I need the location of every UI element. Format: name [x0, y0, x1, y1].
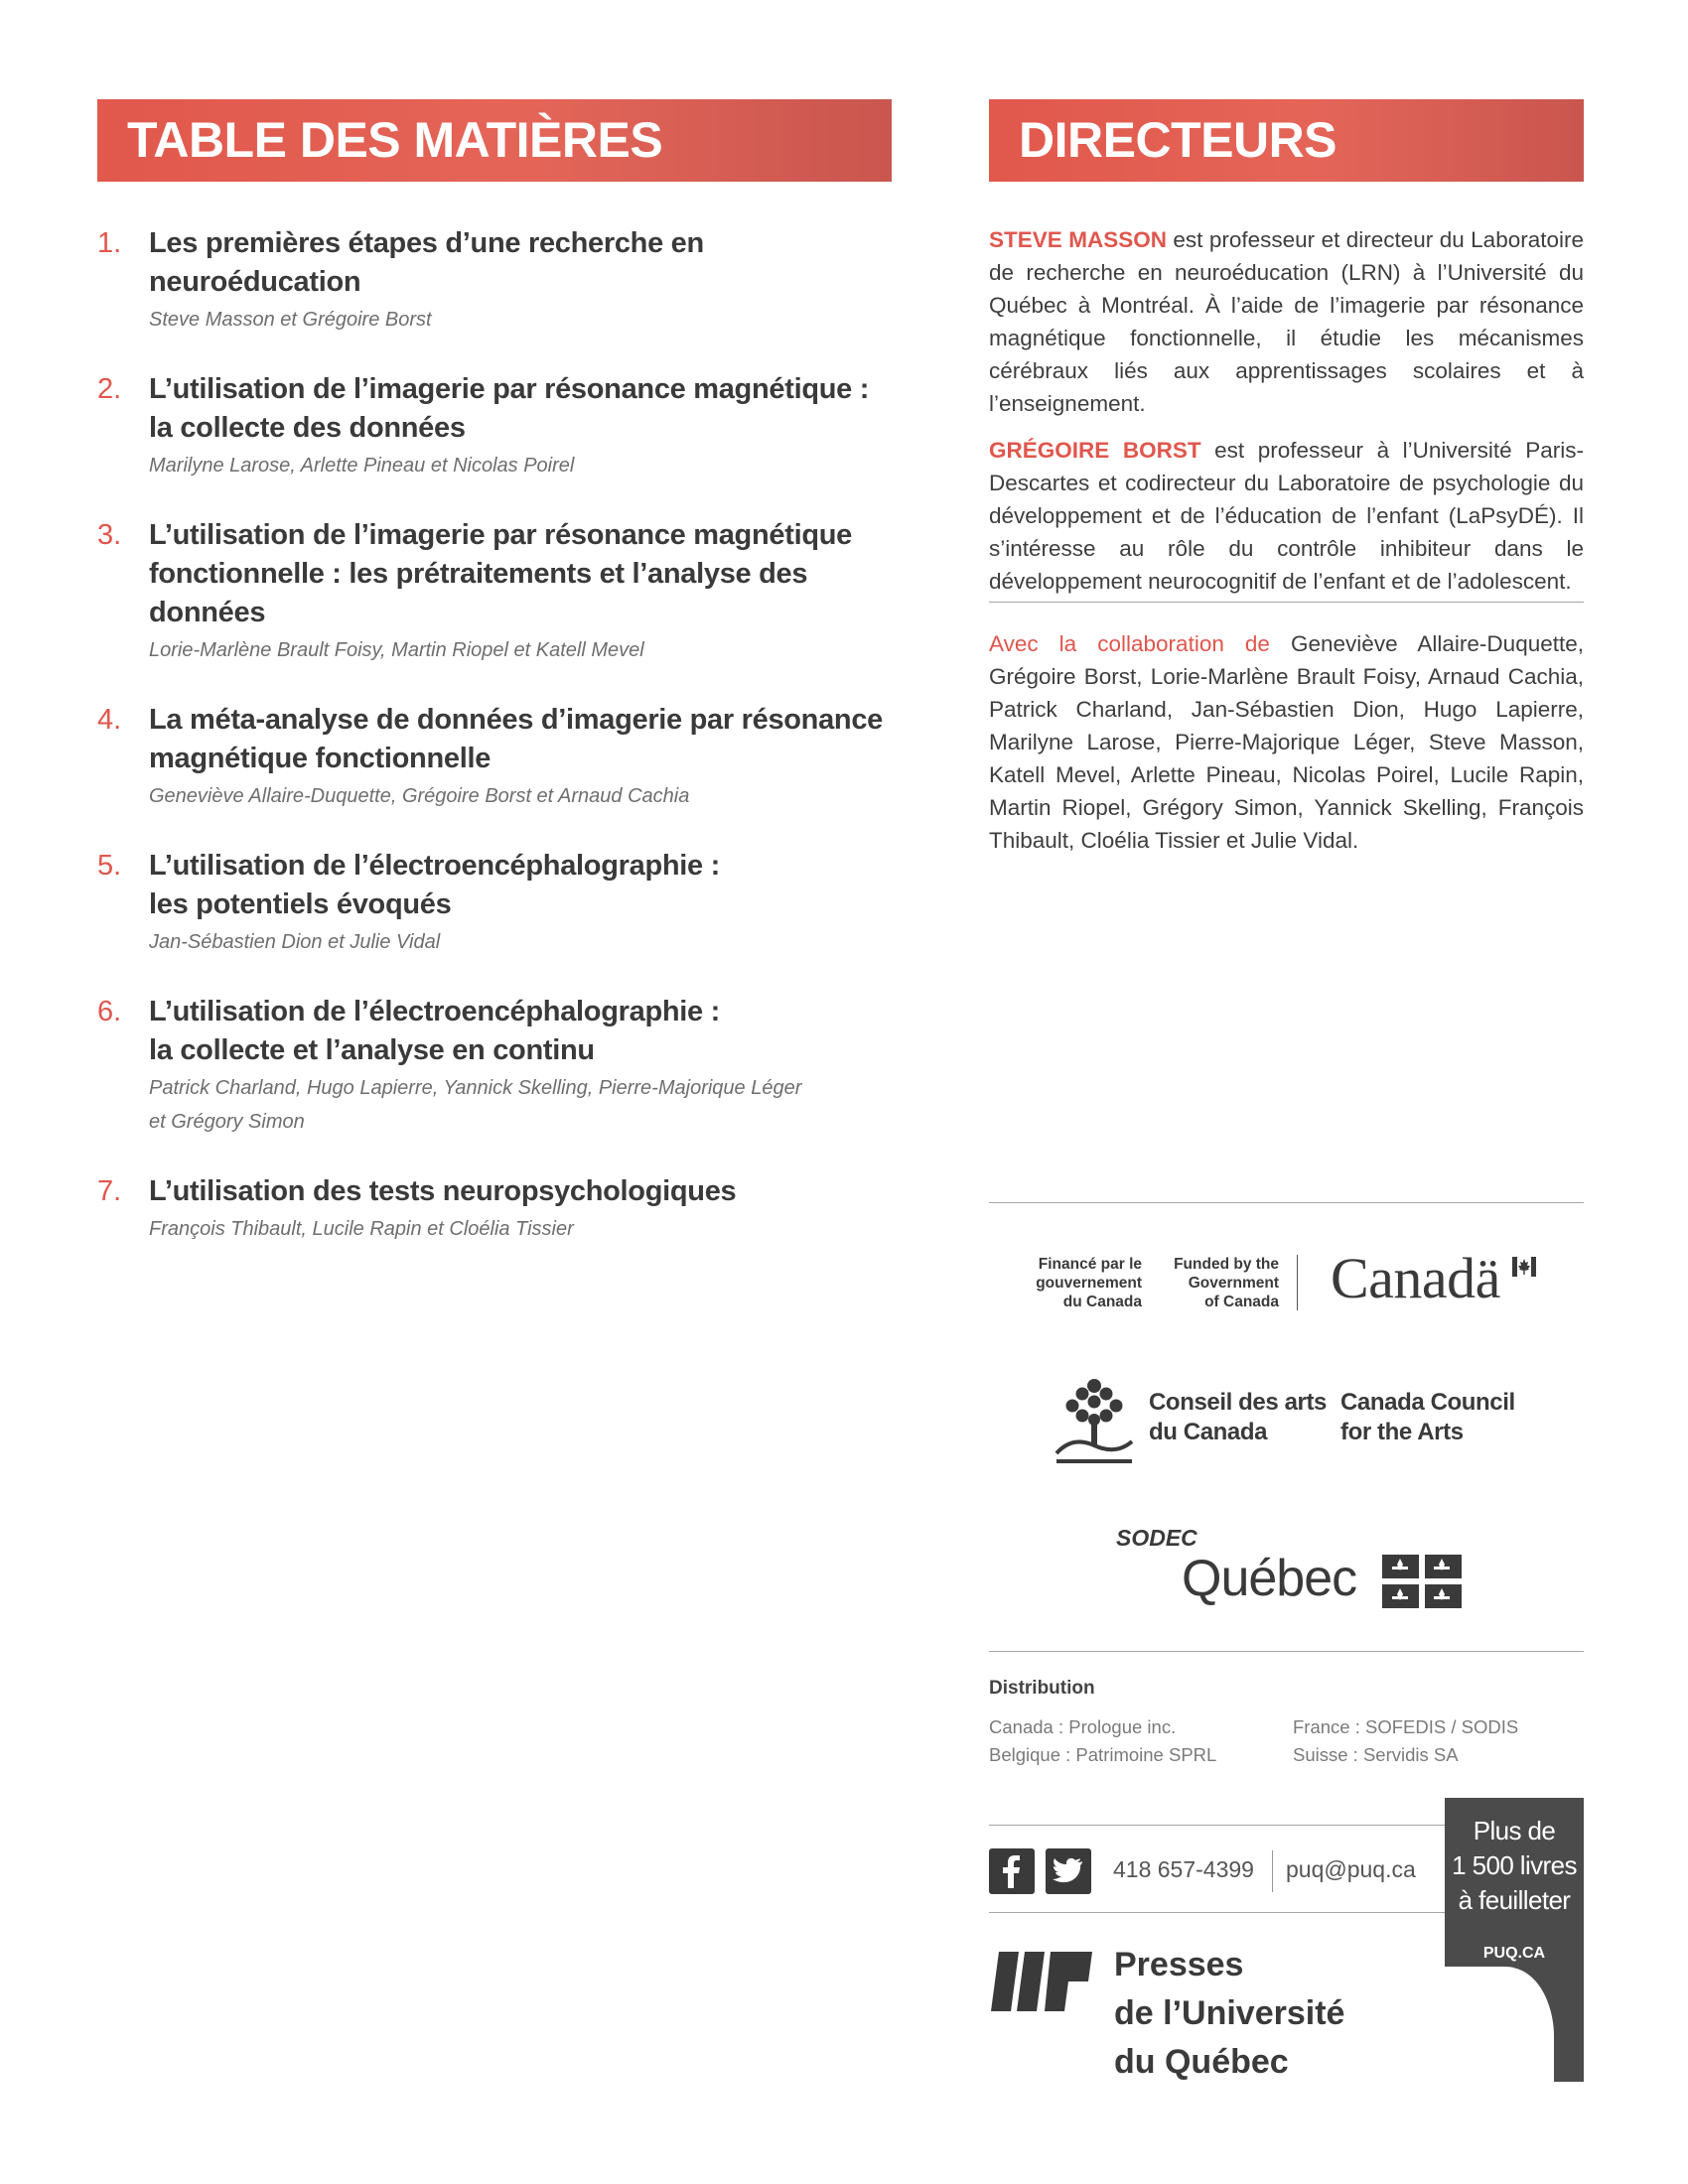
- chapter-title: L’utilisation de l’imagerie par résonance magnétique :: [149, 373, 870, 405]
- divider: [989, 1651, 1584, 1652]
- divider: [989, 1912, 1445, 1913]
- chapter-title: les potentiels évoqués: [149, 888, 452, 920]
- twitter-icon[interactable]: [1046, 1848, 1091, 1894]
- canada-fr-line: du Canada: [1062, 1294, 1142, 1310]
- chapter-title: L’utilisation de l’imagerie par résonance magnétique: [149, 519, 852, 551]
- bio-borst: [989, 434, 1584, 598]
- toc-item: [97, 516, 912, 667]
- conseil-fr-text: [1149, 1388, 1327, 1447]
- toc-list: [97, 224, 912, 1280]
- email-link[interactable]: puq@puq.ca: [1286, 1856, 1416, 1882]
- promo-text: [1445, 1814, 1584, 1918]
- chapter-title: fonctionnelle : les prétraitements et l’analyse des données: [149, 558, 808, 628]
- quebec-wordmark: Québec: [1182, 1550, 1357, 1607]
- toc-body: [149, 224, 912, 337]
- distribution-entry: Belgique : Patrimoine SPRL: [989, 1744, 1217, 1765]
- toc-body: [149, 993, 912, 1139]
- phone-number: 418 657-4399: [1113, 1856, 1254, 1882]
- puq-logo-icon: [989, 1952, 1092, 2011]
- publisher-line: de l’Université: [1114, 1994, 1345, 2032]
- conseil-en-text: [1340, 1388, 1515, 1447]
- chapter-title: L’utilisation de l’électroencéphalographie :: [149, 850, 720, 882]
- toc-body: [149, 847, 912, 959]
- collaboration: [989, 627, 1584, 871]
- conseil-fr-line: du Canada: [1149, 1419, 1268, 1445]
- chapter-title: L’utilisation de l’électroencéphalographie :: [149, 996, 720, 1027]
- promo-panel[interactable]: [1445, 1798, 1584, 2082]
- toc-number: 6.: [97, 996, 122, 1027]
- chapter-authors-line: Lorie-Marlène Brault Foisy, Martin Riopel et Katell Mevel: [149, 639, 644, 661]
- chapter-authors-line: Jan-Sébastien Dion et Julie Vidal: [149, 931, 441, 953]
- chapter-authors: [149, 779, 912, 813]
- chapter-title: la collecte et l’analyse en continu: [149, 1034, 595, 1066]
- chapter-title: L’utilisation des tests neuropsychologiques: [149, 1175, 737, 1207]
- publisher-name: [1114, 1941, 1344, 2087]
- sodec-wordmark: SODEC: [1116, 1525, 1197, 1551]
- page-curl-icon: [1445, 1967, 1584, 2082]
- conseil-en-line: for the Arts: [1340, 1419, 1464, 1445]
- chapter-authors-line: et Grégory Simon: [149, 1111, 305, 1133]
- toc-item: [97, 1172, 912, 1246]
- toc-number: 1.: [97, 227, 122, 259]
- toc-item: [97, 847, 912, 959]
- chapter-authors: [149, 633, 912, 667]
- promo-line: 1 500 livres: [1452, 1850, 1577, 1880]
- promo-line: à feuilleter: [1458, 1885, 1571, 1915]
- directeurs-bios: [989, 223, 1584, 612]
- chapter-authors: [149, 1212, 912, 1246]
- bio-name: GRÉGOIRE BORST: [989, 438, 1201, 463]
- toc-body: [149, 516, 912, 667]
- distribution-title: Distribution: [989, 1678, 1095, 1699]
- chapter-title: Les premières étapes d’une recherche en neuroéducation: [149, 227, 704, 298]
- promo-line: Plus de: [1473, 1816, 1556, 1845]
- chapter-authors: [149, 303, 912, 337]
- directeurs-heading: DIRECTEURS: [989, 99, 1584, 182]
- toc-body: [149, 701, 912, 813]
- chapter-title: magnétique fonctionnelle: [149, 743, 492, 774]
- promo-url[interactable]: PUQ.CA: [1482, 1945, 1546, 1962]
- collab-label: Avec la collaboration de: [989, 631, 1270, 656]
- toc-number: 2.: [97, 373, 122, 405]
- toc-number: 7.: [97, 1175, 122, 1207]
- canada-fr-text: [1018, 1255, 1142, 1311]
- canada-en-line: Government: [1188, 1275, 1279, 1292]
- toc-number: 5.: [97, 850, 122, 882]
- chapter-title: La méta-analyse de données d’imagerie par résonance: [149, 704, 883, 736]
- canada-en-text: [1152, 1255, 1279, 1311]
- bio-name: STEVE MASSON: [989, 227, 1167, 252]
- chapter-authors: [149, 925, 912, 959]
- chapter-title: la collecte des données: [149, 412, 466, 444]
- toc-item: [97, 993, 912, 1139]
- divider: [989, 1202, 1584, 1203]
- publisher-line: du Québec: [1114, 2043, 1289, 2081]
- toc-item: [97, 701, 912, 813]
- chapter-authors: [149, 1071, 912, 1139]
- toc-number: 4.: [97, 704, 122, 736]
- facebook-icon[interactable]: [989, 1848, 1035, 1894]
- distribution-entry: France : SOFEDIS / SODIS: [1293, 1716, 1519, 1737]
- maple-flag-icon: [1512, 1257, 1536, 1277]
- canada-fr-line: gouvernement: [1036, 1275, 1142, 1292]
- bio-text: est professeur et directeur du Laboratoire de recherche en neuroéducation (LRN) à l’Université du Québec à Montréal. À l’aide de l’imagerie par résonance magnétique fonctionnelle, il étudie les mécanismes cérébraux liés aux apprentissages scolaires et à l’enseignement.: [989, 227, 1584, 416]
- distribution-col2: [1293, 1713, 1518, 1769]
- canada-fr-line: Financé par le: [1038, 1256, 1142, 1273]
- conseil-en-line: Canada Council: [1340, 1389, 1515, 1416]
- canada-wordmark: Canadä: [1331, 1246, 1500, 1310]
- tree-icon: [1053, 1374, 1136, 1463]
- bio-text: est professeur à l’Université Paris-Descartes et codirecteur du Laboratoire de psychologie du développement et de l’éducation de l’enfant (LaPsyDÉ). Il s’intéresse au rôle du contrôle inhibiteur dans le développement neurocognitif de l’enfant et de l’adolescent.: [989, 438, 1584, 594]
- chapter-authors-line: Geneviève Allaire-Duquette, Grégoire Borst et Arnaud Cachia: [149, 785, 690, 807]
- conseil-fr-line: Conseil des arts: [1149, 1389, 1328, 1416]
- canada-en-line: Funded by the: [1174, 1256, 1279, 1273]
- canada-en-line: of Canada: [1204, 1294, 1279, 1310]
- toc-heading: TABLE DES MATIÈRES: [97, 99, 892, 182]
- divider: [989, 1825, 1445, 1826]
- divider: [1272, 1850, 1273, 1892]
- collab-text: Geneviève Allaire-Duquette, Grégoire Borst, Lorie-Marlène Brault Foisy, Arnaud Cachia, Patrick Charland, Jan-Sébastien Dion, Hugo Lapierre, Marilyne Larose, Pierre-Majorique Léger, Steve Masson, Katell Mevel, Arlette Pineau, Nicolas Poirel, Lucile Rapin, Martin Riopel, Grégory Simon, Yannick Skelling, François Thibault, Cloélia Tissier et Julie Vidal.: [989, 631, 1584, 853]
- distribution-col1: [989, 1713, 1216, 1769]
- toc-body: [149, 1172, 912, 1246]
- divider: [1297, 1255, 1298, 1310]
- toc-item: [97, 224, 912, 337]
- bio-masson: [989, 223, 1584, 420]
- toc-number: 3.: [97, 519, 122, 551]
- quebec-flag-icon: [1382, 1555, 1462, 1608]
- toc-body: [149, 370, 912, 482]
- chapter-authors-line: Marilyne Larose, Arlette Pineau et Nicolas Poirel: [149, 455, 575, 477]
- chapter-authors: [149, 449, 912, 482]
- toc-item: [97, 370, 912, 482]
- distribution-entry: Suisse : Servidis SA: [1293, 1744, 1459, 1765]
- chapter-authors-line: François Thibault, Lucile Rapin et Cloélia Tissier: [149, 1218, 574, 1240]
- distribution-entry: Canada : Prologue inc.: [989, 1716, 1177, 1737]
- chapter-authors-line: Patrick Charland, Hugo Lapierre, Yannick Skelling, Pierre-Majorique Léger: [149, 1077, 802, 1099]
- divider: [989, 602, 1584, 603]
- publisher-line: Presses: [1114, 1946, 1244, 1983]
- chapter-authors-line: Steve Masson et Grégoire Borst: [149, 309, 432, 331]
